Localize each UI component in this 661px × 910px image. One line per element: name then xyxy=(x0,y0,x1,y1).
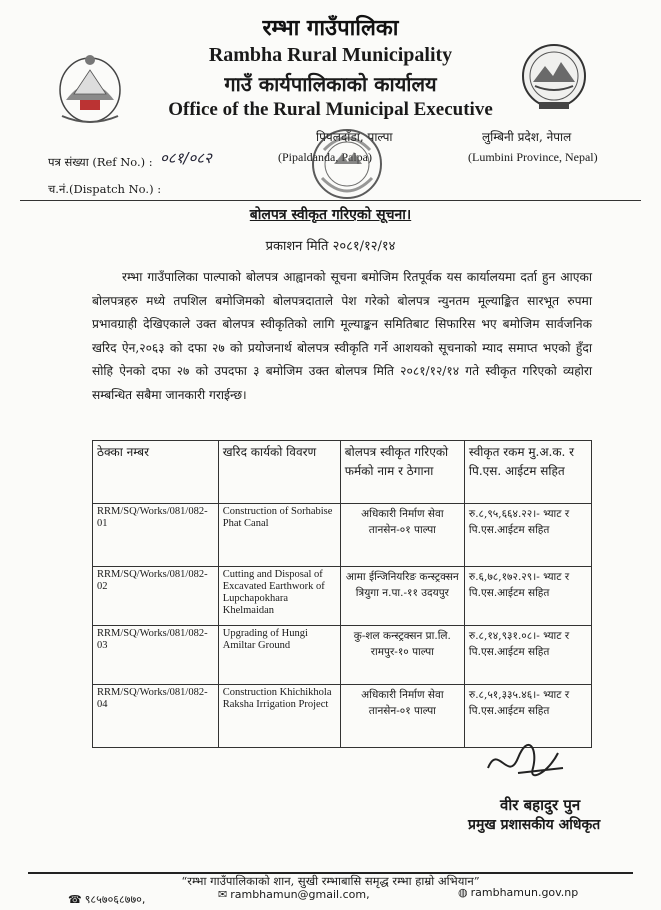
cell-description: Construction of Sorhabise Phat Canal xyxy=(218,504,340,567)
location-en: (Pipaldanda, Palpa) xyxy=(278,150,372,164)
municipality-name-np: रम्भा गाउँपालिका xyxy=(262,15,399,41)
dispatch-no-label: च.नं.(Dispatch No.) : xyxy=(48,182,162,196)
phone-icon: ☎ xyxy=(68,893,82,906)
cell-firm: अधिकारी निर्माण सेवा तानसेन-०१ पाल्पा xyxy=(340,685,464,748)
cell-amount: रु.८,९५,६६४.२२।- भ्याट र पि.एस.आईटम सहित xyxy=(464,504,591,567)
col-firm: बोलपत्र स्वीकृत गरिएको फर्मको नाम र ठेगाना xyxy=(340,441,464,504)
footer-phone xyxy=(68,892,145,907)
footer-email[interactable] xyxy=(218,888,370,901)
cell-firm: कु-शल कन्स्ट्रक्सन प्रा.लि. रामपुर-१० पाल्पा xyxy=(340,626,464,685)
notice-body xyxy=(92,266,592,408)
cell-firm: अधिकारी निर्माण सेवा तानसेन-०१ पाल्पा xyxy=(340,504,464,567)
cell-contract-no: RRM/SQ/Works/081/082-03 xyxy=(93,626,219,685)
notice-title: बोलपत्र स्वीकृत गरिएको सूचना। xyxy=(249,207,412,223)
signature-scribble xyxy=(478,738,568,788)
cell-contract-no: RRM/SQ/Works/081/082-01 xyxy=(93,504,219,567)
table-row xyxy=(93,626,592,685)
table-row xyxy=(93,504,592,567)
location-np: पिपलदाँडा, पाल्पा xyxy=(316,130,393,144)
cell-amount: रु.८,१४,९३१.०८।- भ्याट र पि.एस.आईटम सहित xyxy=(464,626,591,685)
cell-description: Cutting and Disposal of Excavated Earthwork of Lupchapokhara Khelmaidan xyxy=(218,567,340,626)
cell-description: Construction Khichikhola Raksha Irrigation Project xyxy=(218,685,340,748)
notice-body-text: रम्भा गाउँपालिका पाल्पाको बोलपत्र आह्वानको सूचना बमोजिम रितपूर्वक यस कार्यालयमा दर्ता हुन आएका बोलपत्रहरु मध्ये तपशिल बमोजिमको बोलपत्रदाताले पेश गरेको बोलपत्र न्युनतम मूल्याङ्कित सारभूत रुपमा प्रभावग्राही देखिएकाले उक्त बोलपत्र स्वीकृतिको लागि मूल्याङ्कन समितिबाट सिफारिस भए बमोजिम सार्वजनिक खरिद ऐन,२०६३ को दफा २७ को प्रयोजनार्थ बोलपत्र स्वीकृति गर्ने आशयको सूचनाको म्याद समाप्त भएको हुँदा सोहि ऐनको दफा २७ को उपदफा ३ बमोजिम उक्त बोलपत्र मिति २०८१/१२/१४ गते स्वीकृत गरिएको व्यहोरा सम्बन्धित सबैमा जानकारी गराईन्छ। xyxy=(92,270,592,402)
cell-amount: रु.६,७८,१७२.२९।- भ्याट र पि.एस.आईटम सहित xyxy=(464,567,591,626)
ref-no-value: ०८१/०८२ xyxy=(160,149,212,167)
cell-amount: रु.८,५१,३३५.४६।- भ्याट र पि.एस.आईटम सहित xyxy=(464,685,591,748)
globe-icon: ◍ xyxy=(458,886,468,899)
footer-website[interactable] xyxy=(458,886,578,899)
phone-text: ९८५७०६८७७०, xyxy=(84,893,146,906)
table-header-row xyxy=(93,441,592,504)
ref-no-label: पत्र संख्या (Ref No.) : xyxy=(48,155,153,169)
cell-description: Upgrading of Hungi Amiltar Ground xyxy=(218,626,340,685)
office-stamp-icon xyxy=(306,120,388,208)
office-name-np: गाउँ कार्यपालिकाको कार्यालय xyxy=(224,72,437,96)
col-amount: स्वीकृत रकम मु.अ.क. र पि.एस. आईटम सहित xyxy=(464,441,591,504)
signatory-title: प्रमुख प्रशासकीय अधिकृत xyxy=(468,817,601,833)
email-text[interactable]: rambhamun@gmail.com, xyxy=(230,888,370,901)
municipality-name-en: Rambha Rural Municipality xyxy=(208,44,453,66)
header-divider xyxy=(20,200,641,201)
award-table xyxy=(92,440,592,748)
col-description: खरिद कार्यको विवरण xyxy=(218,441,340,504)
cell-firm: आमा ईन्जिनियरिङ कन्स्ट्रक्सन त्रियुगा न.पा.-११ उदयपुर xyxy=(340,567,464,626)
cell-contract-no: RRM/SQ/Works/081/082-02 xyxy=(93,567,219,626)
footer-motto: “रम्भा गाउँपालिकाको शान, सुखी रम्भाबासि समृद्ध रम्भा हाम्रो अभियान” xyxy=(181,874,480,888)
table-row xyxy=(93,567,592,626)
mail-icon: ✉ xyxy=(218,888,228,901)
province-en: (Lumbini Province, Nepal) xyxy=(468,150,598,164)
publish-date: प्रकाशन मिति २०८१/१२/१४ xyxy=(265,239,396,254)
signatory-name: वीर बहादुर पुन xyxy=(500,796,581,814)
province-np: लुम्बिनी प्रदेश, नेपाल xyxy=(482,130,572,144)
website-text[interactable]: rambhamun.gov.np xyxy=(470,886,579,899)
office-name-en: Office of the Rural Municipal Executive xyxy=(168,99,493,120)
cell-contract-no: RRM/SQ/Works/081/082-04 xyxy=(93,685,219,748)
col-contract-no: ठेक्का नम्बर xyxy=(93,441,219,504)
